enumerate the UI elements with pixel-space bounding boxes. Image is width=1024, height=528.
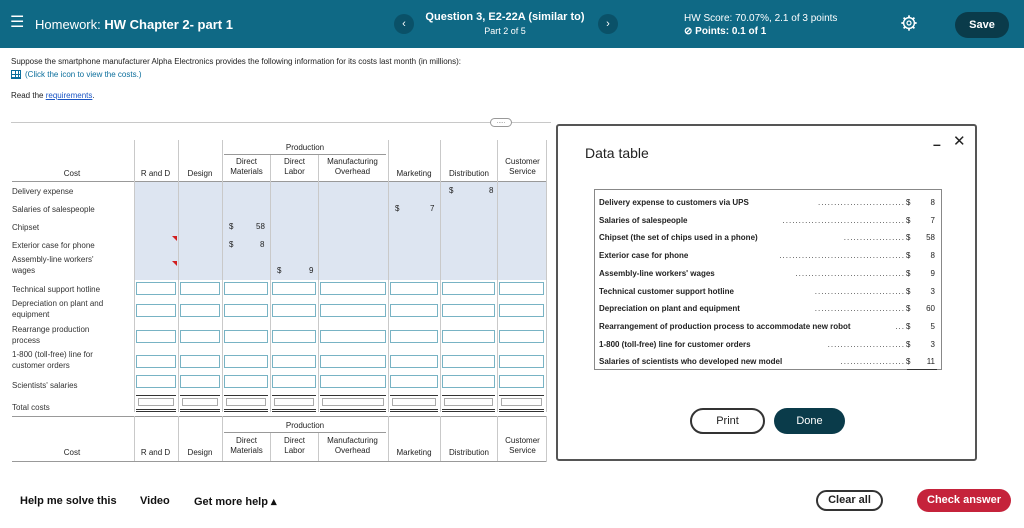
hamburger-icon[interactable]: ☰ — [10, 14, 25, 31]
input-cell[interactable] — [180, 330, 220, 343]
total-cell[interactable] — [499, 395, 544, 412]
row-assembly-line: Assembly-line workers' — [12, 255, 94, 264]
input-cell[interactable] — [180, 375, 220, 388]
help-me-solve-button[interactable]: Help me solve this — [20, 495, 117, 507]
chipset-value[interactable]: 58 — [256, 222, 265, 231]
video-button[interactable]: Video — [140, 495, 170, 507]
row-salaries-salespeople: Salaries of salespeople — [12, 205, 95, 214]
input-cell[interactable] — [499, 304, 544, 317]
col-customer-service: Customer Service — [505, 157, 540, 176]
requirements-link[interactable]: requirements — [45, 91, 93, 100]
data-table: Delivery expense to customers via UPS ........................... $ 8 Salaries of salespeople ...................................... $ 7 Chipset (the set of chips used in a phone) ................... $ 58 Exterior case for phone ....................................... $ 8 Assembly-line workers' wages .................................. $ 9 Technical customer support hotline ............................ $ 3 Depreciation on plant and equipment ............................ $ 60 Rearrangement of production process to accommodate new robot ... $ 5 1-800 (toll-free) line for customer orders ........................ $ 3 Salaries of scientists who developed new model .................... $ 11 — [594, 189, 942, 370]
row-equipment: equipment — [12, 310, 50, 319]
error-flag — [172, 236, 177, 241]
input-cell[interactable] — [442, 330, 495, 343]
print-button[interactable]: Print — [690, 408, 765, 434]
row-toll-free: 1-800 (toll-free) line for — [12, 350, 93, 359]
input-cell[interactable] — [136, 304, 176, 317]
input-cell[interactable] — [136, 355, 176, 368]
hw-score: HW Score: 70.07%, 2.1 of 3 points ⊘ Points: 0.1 of 1 — [684, 13, 838, 37]
input-cell[interactable] — [224, 304, 268, 317]
clear-all-button[interactable]: Clear all — [816, 490, 883, 511]
input-cell[interactable] — [180, 282, 220, 295]
question-text: Suppose the smartphone manufacturer Alpha Electronics provides the following information for its costs last month (in millions): — [11, 57, 461, 66]
input-cell[interactable] — [180, 304, 220, 317]
total-cell[interactable] — [390, 395, 438, 412]
homework-title: Homework: HW Chapter 2- part 1 — [35, 17, 233, 32]
total-cell[interactable] — [442, 395, 495, 412]
col-distribution-bottom: Distribution — [448, 448, 489, 457]
col-marketing: Marketing — [396, 169, 432, 178]
col-direct-materials-bottom: Direct Materials — [230, 436, 263, 455]
table-icon[interactable] — [11, 70, 21, 79]
input-cell[interactable] — [272, 282, 316, 295]
input-cell[interactable] — [442, 282, 495, 295]
input-cell[interactable] — [442, 375, 495, 388]
done-button[interactable]: Done — [774, 408, 845, 434]
gear-icon[interactable] — [900, 14, 918, 32]
input-cell[interactable] — [390, 375, 438, 388]
view-costs-link[interactable]: (Click the icon to view the costs.) — [11, 70, 141, 79]
input-cell[interactable] — [499, 375, 544, 388]
top-header — [0, 0, 1024, 48]
row-scientists-salaries: Scientists' salaries — [12, 381, 78, 390]
input-cell[interactable] — [136, 282, 176, 295]
input-cell[interactable] — [224, 282, 268, 295]
total-cell[interactable] — [272, 395, 316, 412]
input-cell[interactable] — [442, 304, 495, 317]
question-title: Question 3, E2-22A (similar to) — [425, 11, 585, 23]
row-chipset: Chipset — [12, 223, 40, 232]
input-cell[interactable] — [442, 355, 495, 368]
distribution-dollar: $ — [449, 186, 454, 195]
input-cell[interactable] — [272, 304, 316, 317]
input-cell[interactable] — [499, 355, 544, 368]
col-customer-service-bottom: Customer Service — [505, 436, 540, 455]
read-requirements: Read the requirements. — [11, 91, 95, 100]
input-cell[interactable] — [499, 330, 544, 343]
col-design: Design — [187, 169, 213, 178]
input-cell[interactable] — [320, 375, 386, 388]
input-cell[interactable] — [136, 330, 176, 343]
case-dollar: $ — [229, 240, 234, 249]
check-answer-button[interactable]: Check answer — [917, 489, 1011, 512]
total-cell[interactable] — [180, 395, 220, 412]
row-delivery-expense: Delivery expense — [12, 187, 74, 196]
row-exterior-case: Exterior case for phone — [12, 241, 95, 250]
col-mfg-overhead-bottom: Manufacturing Overhead — [327, 436, 378, 455]
input-cell[interactable] — [390, 282, 438, 295]
wages-dollar: $ — [277, 266, 282, 275]
col-rand-d: R and D — [140, 169, 171, 178]
row-wages: wages — [12, 266, 36, 275]
shaded-area — [135, 181, 546, 280]
distribution-value[interactable]: 8 — [489, 186, 494, 195]
divider — [11, 122, 551, 123]
input-cell[interactable] — [224, 355, 268, 368]
error-flag — [172, 261, 177, 266]
close-icon[interactable]: ✕ — [953, 133, 966, 150]
wages-value[interactable]: 9 — [309, 266, 314, 275]
next-question-button[interactable]: › — [598, 14, 618, 34]
input-cell[interactable] — [224, 330, 268, 343]
production-header: Production — [285, 143, 325, 152]
input-cell[interactable] — [272, 375, 316, 388]
save-button[interactable]: Save — [955, 12, 1009, 38]
col-direct-materials: Direct Materials — [230, 157, 263, 176]
col-design-bottom: Design — [187, 448, 213, 457]
previous-question-button[interactable]: ‹ — [394, 14, 414, 34]
col-direct-labor: Direct Labor — [284, 157, 305, 176]
total-underline — [907, 369, 937, 370]
case-value[interactable]: 8 — [260, 240, 265, 249]
input-cell[interactable] — [499, 282, 544, 295]
total-cell[interactable] — [224, 395, 268, 412]
input-cell[interactable] — [320, 355, 386, 368]
input-cell[interactable] — [390, 304, 438, 317]
production-header-bottom: Production — [285, 421, 325, 430]
col-mfg-overhead: Manufacturing Overhead — [327, 157, 378, 176]
question-part: Part 2 of 5 — [484, 26, 526, 36]
input-cell[interactable] — [320, 330, 386, 343]
input-cell[interactable] — [272, 330, 316, 343]
expand-pill[interactable]: ..... — [490, 118, 512, 127]
total-cell[interactable] — [136, 395, 176, 412]
marketing-dollar: $ — [395, 204, 400, 213]
marketing-value[interactable]: 7 — [430, 204, 435, 213]
input-cell[interactable] — [320, 282, 386, 295]
col-cost: Cost — [63, 169, 81, 178]
input-cell[interactable] — [320, 304, 386, 317]
modal-title: Data table — [585, 145, 649, 161]
input-cell[interactable] — [224, 375, 268, 388]
minimize-icon[interactable]: – — [933, 136, 941, 152]
col-cost-bottom: Cost — [63, 448, 81, 457]
row-technical-support: Technical support hotline — [12, 285, 101, 294]
input-cell[interactable] — [272, 355, 316, 368]
input-cell[interactable] — [390, 330, 438, 343]
get-more-help-button[interactable]: Get more help ▴ — [194, 496, 277, 508]
row-rearrange: Rearrange production — [12, 325, 90, 334]
col-direct-labor-bottom: Direct Labor — [284, 436, 305, 455]
row-depreciation: Depreciation on plant and — [12, 299, 104, 308]
col-distribution: Distribution — [448, 169, 489, 178]
input-cell[interactable] — [180, 355, 220, 368]
check-circle-icon: ⊘ — [684, 26, 693, 37]
input-cell[interactable] — [390, 355, 438, 368]
input-cell[interactable] — [136, 375, 176, 388]
col-marketing-bottom: Marketing — [396, 448, 432, 457]
row-customer-orders: customer orders — [12, 361, 70, 370]
row-total-costs: Total costs — [12, 403, 50, 412]
total-cell[interactable] — [320, 395, 386, 412]
data-table-modal — [556, 124, 977, 461]
chipset-dollar: $ — [229, 222, 234, 231]
row-process: process — [12, 336, 41, 345]
col-rand-d-bottom: R and D — [140, 448, 171, 457]
